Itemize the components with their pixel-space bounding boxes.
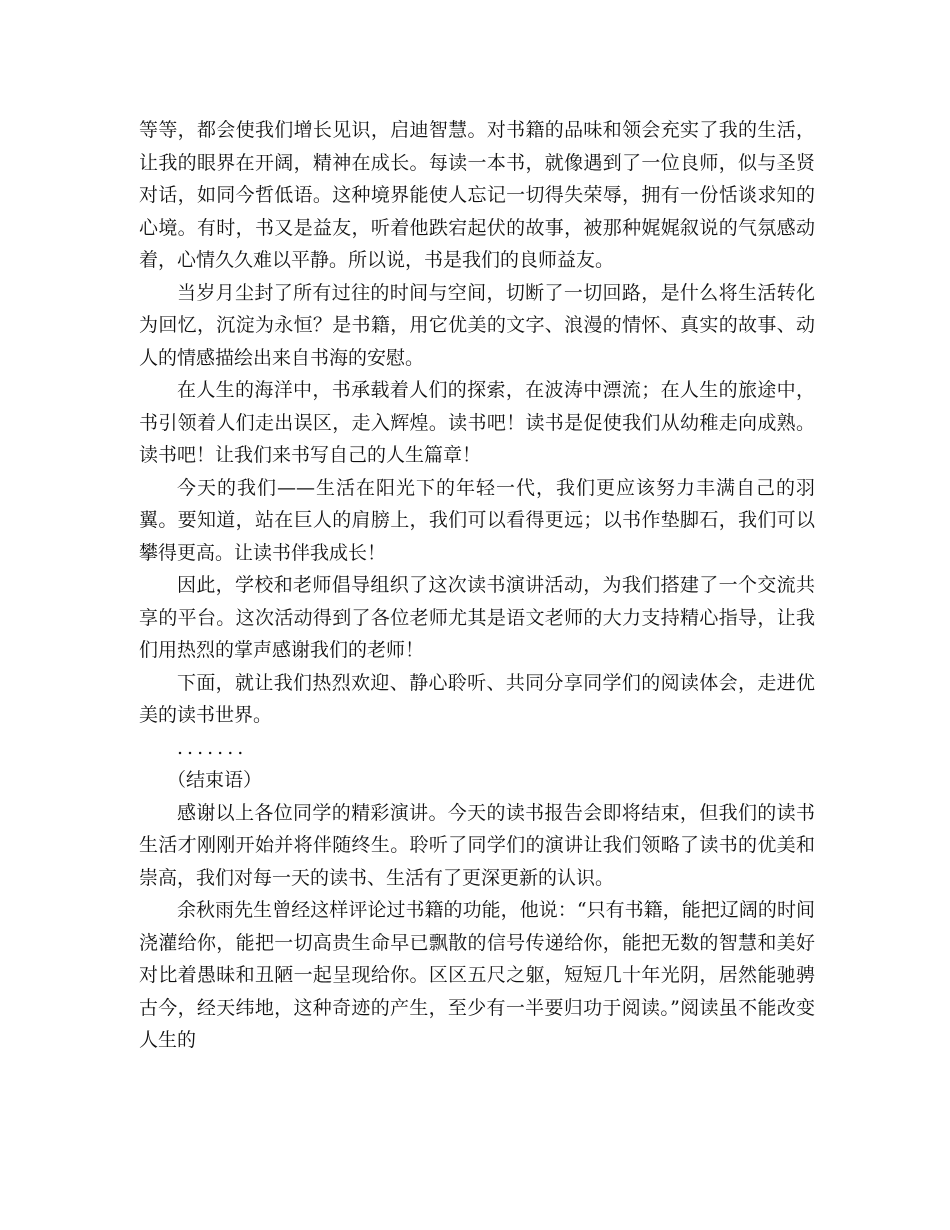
paragraph-ocean-of-life: 在人生的海洋中，书承载着人们的探索，在波涛中漂流；在人生的旅途中，书引领着人们走出误区，走入辉煌。读书吧！读书是促使我们从幼稚走向成熟。读书吧！让我们来书写自己的人生篇章！	[139, 379, 815, 466]
paragraph-time-and-space: 当岁月尘封了所有过往的时间与空间，切断了一切回路，是什么将生活转化为回忆，沉淀为永恒？是书籍，用它优美的文字、浪漫的情怀、真实的故事、动人的情感描绘出来自书海的安慰。	[139, 281, 815, 369]
paragraph-welcome: 下面，就让我们热烈欢迎、静心聆听、共同分享同学们的阅读体会，走进优美的读书世界。	[139, 671, 815, 726]
document-body	[139, 114, 815, 1057]
paragraph-young-generation: 今天的我们——生活在阳光下的年轻一代，我们更应该努力丰满自己的羽翼。要知道，站在巨人的肩膀上，我们可以看得更远；以书作垫脚石，我们可以攀得更高。让读书伴我成长！	[139, 476, 815, 564]
paragraph-continuation: 等等，都会使我们增长见识，启迪智慧。对书籍的品味和领会充实了我的生活，让我的眼界在开阔，精神在成长。每读一本书，就像遇到了一位良师，似与圣贤对话，如同今哲低语。这种境界能使人忘记一切得失荣辱，拥有一份恬谈求知的心境。有时，书又是益友，听着他跌宕起伏的故事，被那种娓娓叙说的气氛感动着，心情久久难以平静。所以说，书是我们的良师益友。	[139, 119, 815, 271]
ellipsis-separator: .......	[177, 736, 248, 759]
paragraph-closing-thanks: 感谢以上各位同学的精彩演讲。今天的读书报告会即将结束，但我们的读书生活才刚刚开始并将伴随终生。聆听了同学们的演讲让我们领略了读书的优美和崇高，我们对每一天的读书、生活有了更深更新的认识。	[139, 801, 815, 889]
closing-heading: （结束语）	[167, 769, 263, 791]
paragraph-yu-qiuyu-quote: 余秋雨先生曾经这样评论过书籍的功能，他说：“只有书籍，能把辽阔的时间浇灌给你，能把一切高贵生命早已飘散的信号传递给你，能把无数的智慧和美好对比着愚昧和丑陋一起呈现给你。区区五尺之躯，短短几十年光阴，居然能驰骋古今，经天纬地，这种奇迹的产生，至少有一半要归功于阅读。”阅读虽不能改变人生的	[139, 899, 815, 1051]
paragraph-thanks-teachers: 因此，学校和老师倡导组织了这次读书演讲活动，为我们搭建了一个交流共享的平台。这次活动得到了各位老师尤其是语文老师的大力支持精心指导，让我们用热烈的掌声感谢我们的老师！	[139, 574, 815, 661]
